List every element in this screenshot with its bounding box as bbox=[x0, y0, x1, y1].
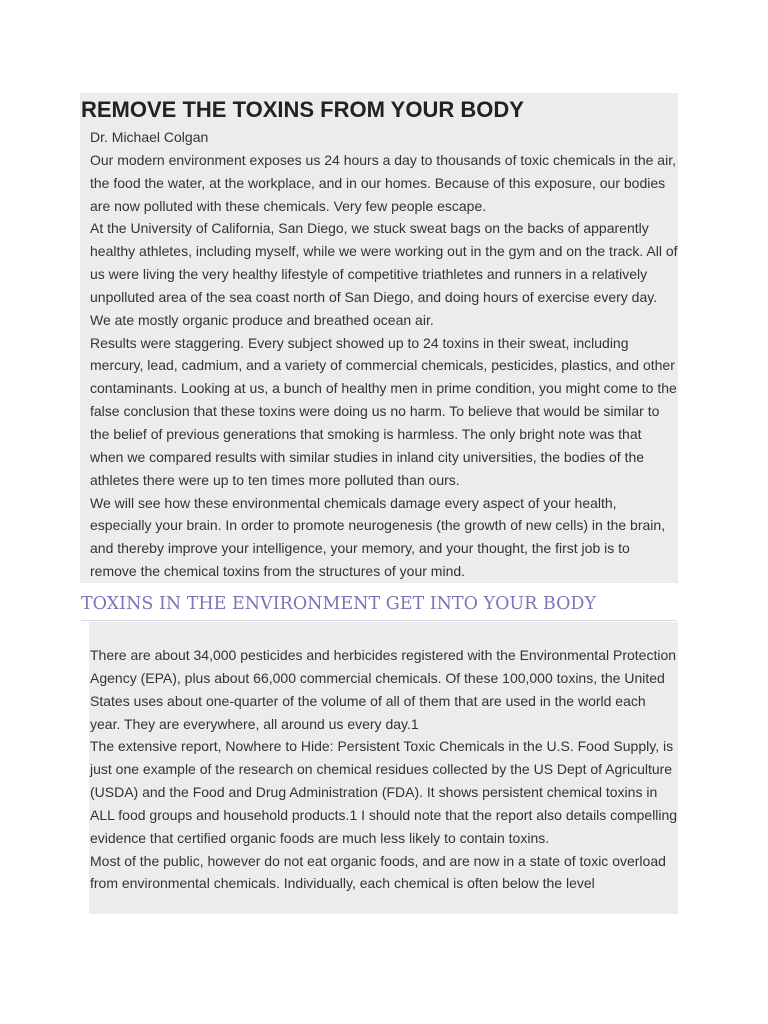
intro-text-block bbox=[90, 126, 678, 583]
body-paragraph: At the University of California, San Diego, we stuck sweat bags on the backs of apparently healthy athletes, including myself, while we were working out in the gym and on the track. All of us were living the very healthy lifestyle of competitive triathletes and runners in a relatively unpolluted area of the sea coast north of San Diego, and doing hours of exercise every day. We ate mostly organic produce and breathed ocean air. bbox=[90, 220, 678, 328]
body-paragraph: Our modern environment exposes us 24 hours a day to thousands of toxic chemicals in the air, the food the water, at the workplace, and in our homes. Because of this exposure, our bodies are now polluted with these chemicals. Very few people escape. bbox=[90, 151, 676, 214]
author-line: Dr. Michael Colgan bbox=[90, 129, 209, 145]
body-paragraph: Results were staggering. Every subject showed up to 24 toxins in their sweat, including mercury, lead, cadmium, and a variety of commercial chemicals, pesticides, plastics, and other contaminants. Looking at us, a bunch of healthy men in prime condition, you might come to the false conclusion that these toxins were doing us no harm. To believe that would be similar to the belief of previous generations that smoking is harmless. The only bright note was that when we compared results with similar studies in inland city universities, the bodies of the athletes there were up to ten times more polluted than ours. bbox=[90, 334, 677, 488]
page-title: REMOVE THE TOXINS FROM YOUR BODY bbox=[81, 97, 524, 122]
body-paragraph: Most of the public, however do not eat organic foods, and are now in a state of toxic overload from environmental chemicals. Individually, each chemical is often below the level bbox=[90, 852, 666, 892]
body-paragraph: We will see how these environmental chemicals damage every aspect of your health, especially your brain. In order to promote neurogenesis (the growth of new cells) in the brain, and thereby improve your intelligence, your memory, and your thought, the first job is to remove the chemical toxins from the structures of your mind. bbox=[90, 494, 666, 580]
section-heading: TOXINS IN THE ENVIRONMENT GET INTO YOUR BODY bbox=[81, 590, 677, 621]
body-paragraph: There are about 34,000 pesticides and herbicides registered with the Environmental Protection Agency (EPA), plus about 66,000 commercial chemicals. Of these 100,000 toxins, the United States uses about one-quarter of the volume of all of them that are used in the world each year. They are everywhere, all around us every day.1 bbox=[90, 647, 677, 732]
section-text-block bbox=[90, 644, 678, 895]
body-paragraph: The extensive report, Nowhere to Hide: Persistent Toxic Chemicals in the U.S. Food Supply, is just one example of the research on chemical residues collected by the US Dept of Agriculture (USDA) and the Food and Drug Administration (FDA). It shows persistent chemical toxins in ALL food groups and household products.1 I should note that the report also details compelling evidence that certified organic foods are much less likely to contain toxins. bbox=[90, 738, 678, 846]
